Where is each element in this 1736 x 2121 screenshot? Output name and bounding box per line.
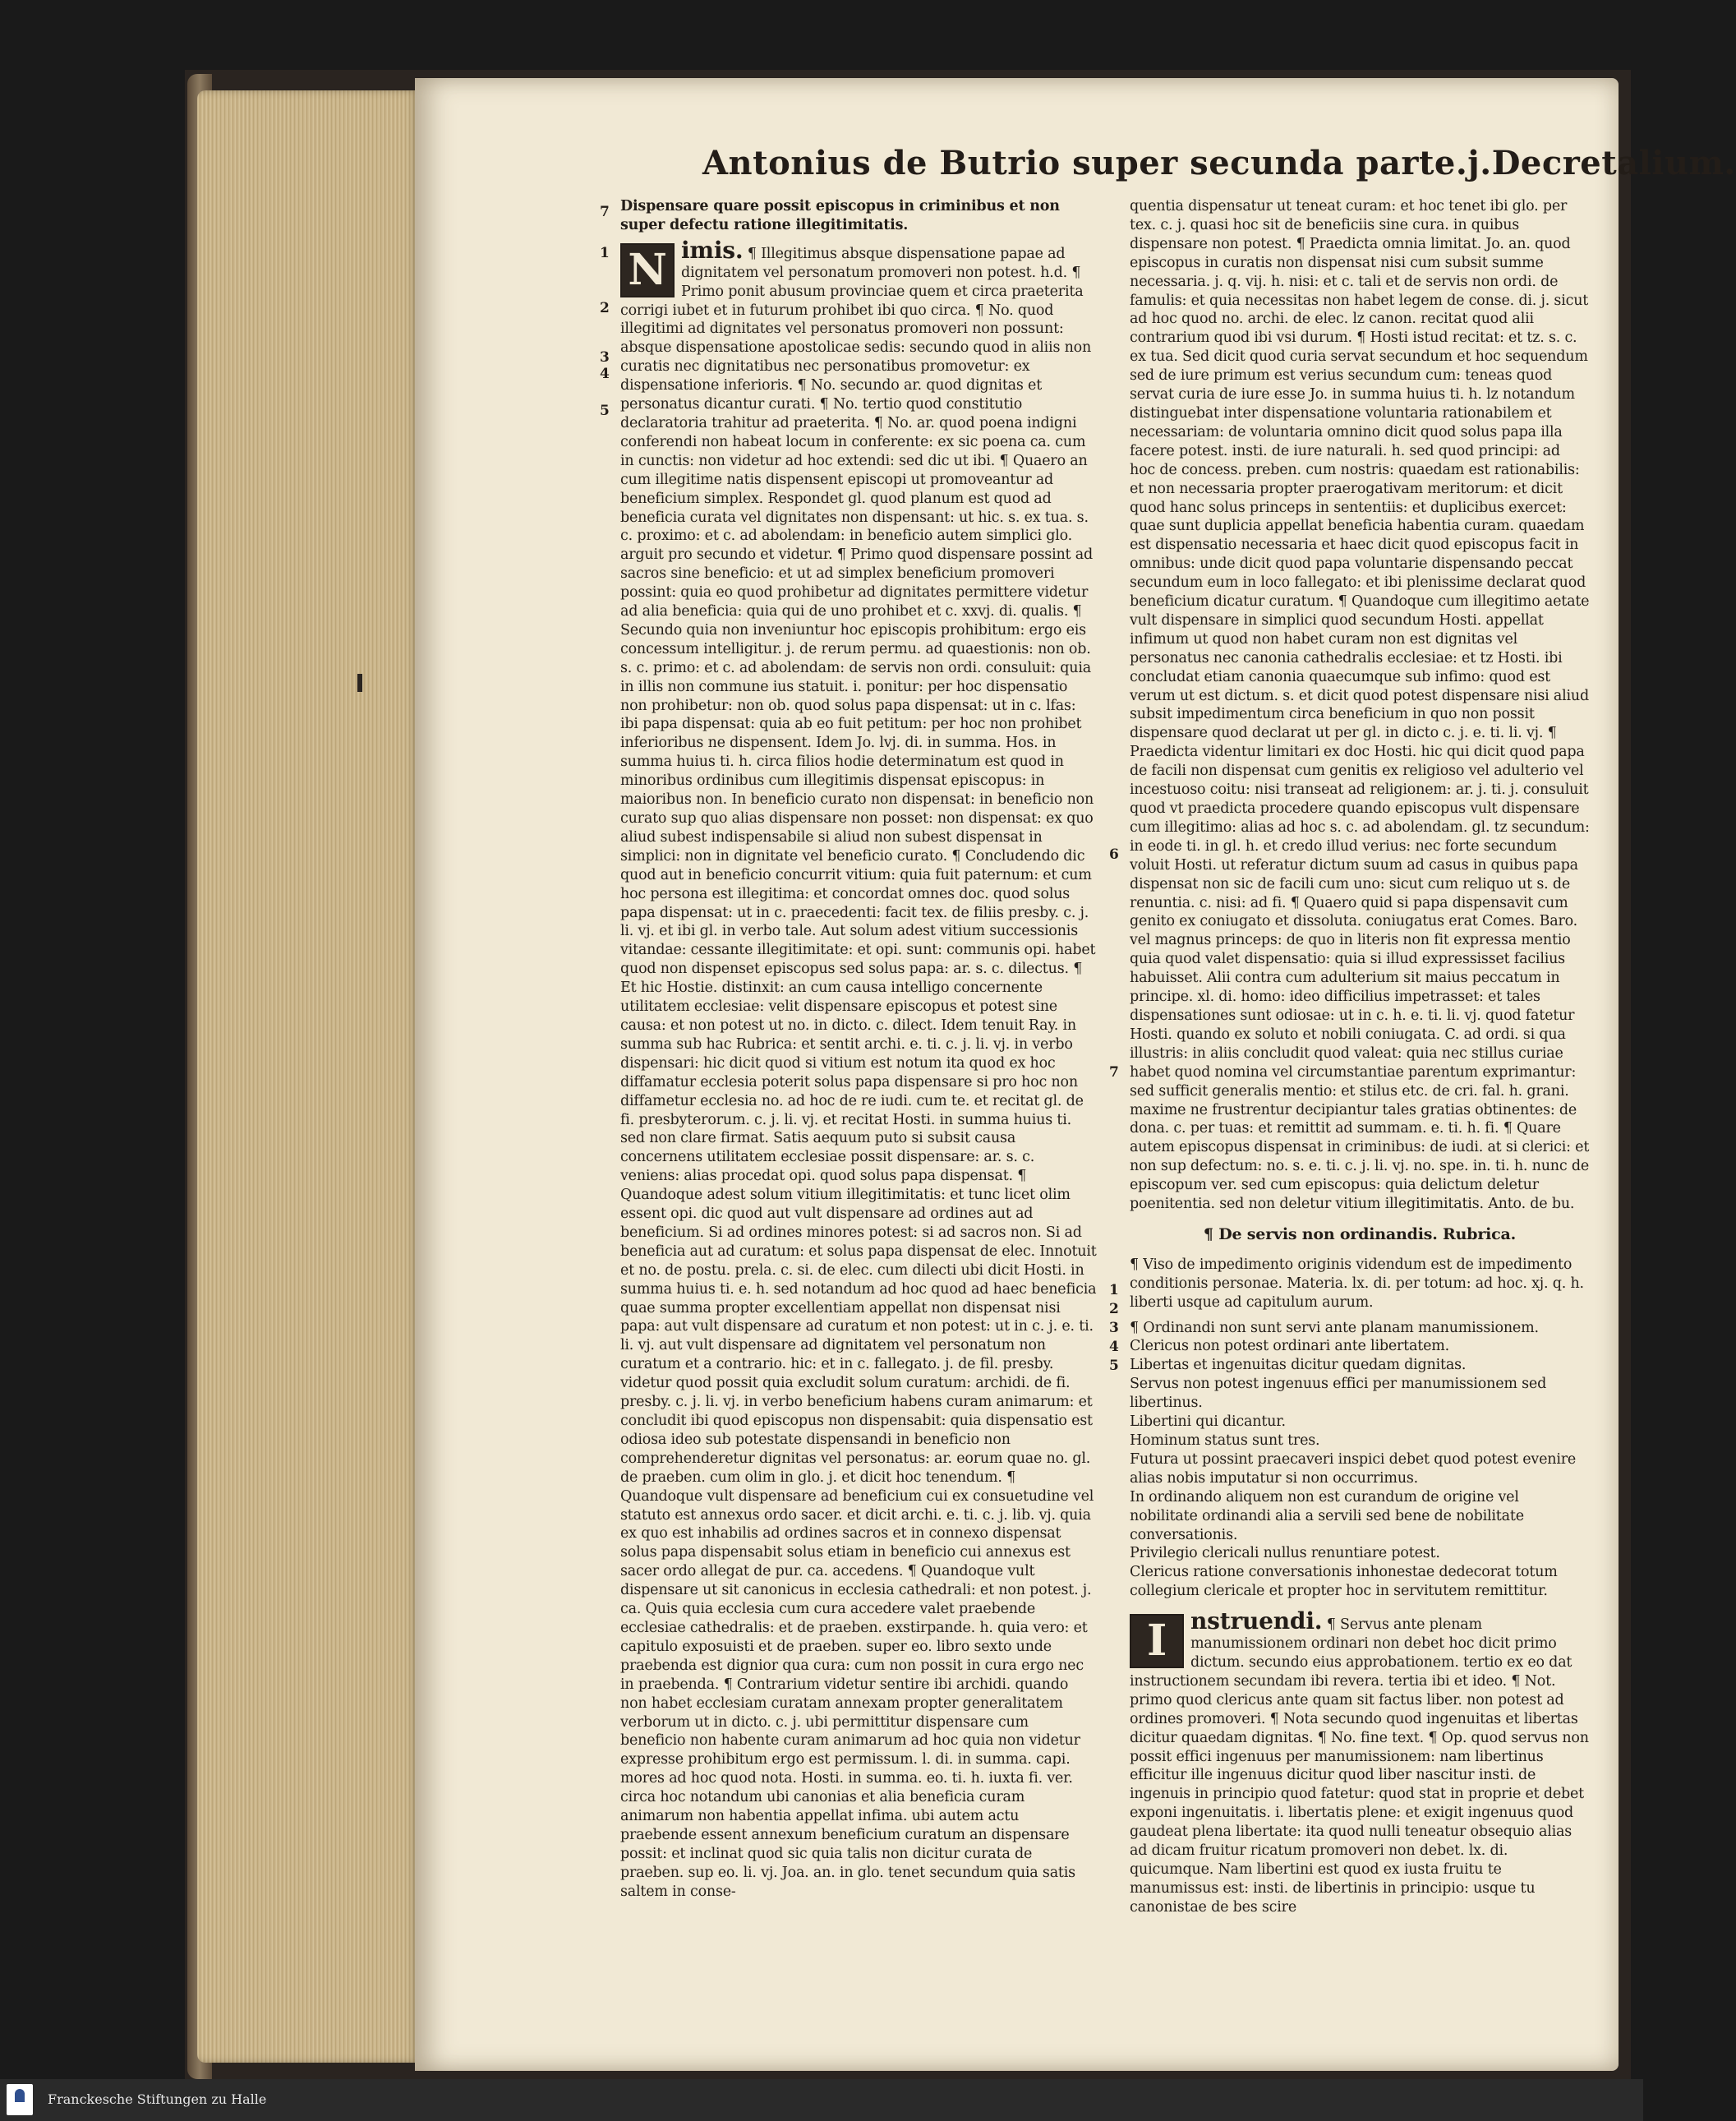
margin-number: 7 [600, 204, 610, 220]
summary-item: Libertini qui dicantur. [1130, 1413, 1286, 1431]
rubric-intro: ¶ Viso de impedimento originis videndum est de impedimento conditionis personae. Materia. lx. di. per totum: ad hoc. xj. q. h. liberti usque ad capitulum aurum. [1130, 1256, 1584, 1311]
running-head: Antonius de Butrio super secunda parte.j.Decretalium. [702, 144, 1736, 182]
book-page [415, 78, 1736, 2071]
margin-numbers-left [600, 197, 618, 2087]
summary-item: Privilegio clericali nullus renuntiare potest. [1130, 1545, 1440, 1562]
margin-number: 5 [1109, 1358, 1119, 1374]
summary-item: In ordinando aliquem non est curandum de origine vel nobilitate ordinandi alia a servili sed bene de nobilitate conversationis. [1130, 1488, 1524, 1543]
margin-number: 2 [1109, 1301, 1119, 1317]
drop-cap-i: I [1130, 1614, 1184, 1668]
summary-item: Servus non potest ingenuus effici per manumissionem sed libertinus. [1130, 1376, 1547, 1412]
rubric-title: ¶ De servis non ordinandis. Rubrica. [1203, 1224, 1517, 1243]
margin-number: 3 [600, 349, 610, 366]
institution-logo-icon [7, 2084, 33, 2115]
page-edges [197, 90, 419, 2063]
right-column [1130, 197, 1590, 1917]
margin-numbers-right [1109, 197, 1127, 2087]
summary-list [1130, 1319, 1590, 1602]
chapter-intro [620, 197, 1097, 235]
viewer-footer [0, 2079, 1643, 2121]
lemma: nstruendi. [1190, 1607, 1323, 1635]
commentary-text: ¶ Illegitimus absque dispensatione papae ad dignitatem vel personatum promoveri non potest. h.d. ¶ Primo ponit abusum provinciae quem et circa praeterita corrigi iubet et in futurum prohibet ibi quo circa. ¶ No. quod illegitimi ad dignitates vel personatus promoveri non possunt: absque dispensatione apostolicae sedis: secundo quod in aliis non curatis nec dignitatibus nec personatibus promovetur: ex dispensatione inferioris. ¶ No. secundo ar. quod dignitas et personatus dicantur curati. ¶ No. tertio quod constitutio declaratoria trahitur ad praeterita. ¶ No. ar. quod poena indigni conferendi non habeat locum in conferente: ex sic poena ca. cum in cunctis: non videtur ad hoc extendi: sed dic ut ibi. ¶ Quaero an cum illegitime natis dispensent episcopi ut promoveantur ad beneficium simplex. Respondet gl. quod planum est quod ad beneficia curata vel dignitates non dispensant: ut hic. s. ex tua. s. c. proximo: et c. ad abolendam: in beneficio autem simplici glo. arguit pro secundo et videtur. ¶ Primo quod dispensare possint ad sacros sine beneficio: et ut ad simplex beneficium promoveri possint: quia eo quod prohibetur ad dignitates permittere videtur ad alia beneficia: quia qui de uno prohibet et c. xxvj. di. qualis. ¶ Secundo quia non inveniuntur hoc episcopis prohibitum: ergo eis concessum intelligitur. j. de rerum permu. ad quaestionis: non ob. s. c. primo: et c. ad abolendam: de servis non ordi. consuluit: quia in illis non commune ius statuit. i. ponitur: per hoc dispensatio non prohibetur: non ob. quod solus papa dispensat: ut in c. lfas: ibi papa dispensat: quia ab eo fuit petitum: per hoc non prohibet inferioribus ne dispensent. Idem Jo. lvj. di. in summa. Hos. in summa huius ti. h. circa filios hodie determinatum est quod in minoribus ordinibus cum illegitimis dispensat episcopus: in maioribus non. In beneficio curato non dispensat: in beneficio non curato sup quo alias dispensare non posset: non dispensat: ex quo aliud subest indispensabile si aliud non subest dispensat in simplici: non in dignitate vel beneficio curato. ¶ Concludendo dic quod aut in beneficio concurrit vitium: quia fuit paternum: et cum hoc persona est illegitima: et concordat omnes doc. quod solus papa dispensat: ut in c. praecedenti: facit tex. de filiis presby. c. j. li. vj. et ibi gl. in verbo tale. Aut solum adest vitium successionis vitandae: cessante illegitimitate: et opi. sunt: communis opi. habet quod non dispenset episcopus sed solus papa: ar. s. c. dilectus. ¶ Et hic Hostie. distinxit: an cum causa intelligo concernente utilitatem ecclesiae: velit dispensare episcopus et potest sine causa: et non potest ut no. in dicto. c. dilect. Idem tenuit Ray. in summa sub hac Rubrica: et sentit archi. e. ti. c. j. li. vj. in verbo dispensari: hic dicit quod si vitium est notum ita quod ex hoc diffamatur ecclesia poterit solus papa dispensare si pro hoc non diffametur ecclesia no. ad hoc de re iudi. cum te. et recitat gl. de fi. presbyterorum. c. j. li. vj. et recitat Hosti. in summa huius ti. sed non clare firmat. Satis aequum puto si subsit causa concernens utilitatem ecclesiae possit dispensare: ar. s. c. veniens: alias procedat opi. quod solus papa dispensat. ¶ Quandoque adest solum vitium illegitimitatis: et tunc licet olim essent opi. dic quod aut vult dispensare ad ordines aut ad beneficium. Si ad ordines minores potest: si ad sacros non. Si ad beneficia aut ad curatum: et solus papa dispensat de elec. Innotuit et no. de postu. prela. c. si. de elec. cum dilecti ubi dicit Hosti. in summa huius ti. e. h. sed notandum ad hoc quod ad haec beneficia quae summa propter excellentiam appellat non dispensat nisi papa: aut vult dispensare ad curatum et non potest: ut in c. j. e. ti. li. vj. aut vult dispensare ad dignitatem vel personatum non curatum et a contrario. hic: et in c. fallegato. j. de fil. presby. videtur quod possit quia excludit solum curatum: archidi. de fi. presby. c. j. li. vj. in verbo beneficium habens curam animarum: et concludit ibi quod episcopus non dispensabit: quia dispensatio est odiosa ideo sub potestate dispensandi in beneficio non comprehenderetur dignitas vel personatus: ar. eorum quae no. gl. de praeben. cum olim in glo. j. et dicit hoc tenendum. ¶ Quandoque vult dispensare ad beneficium cui ex consuetudine vel statuto est annexus ordo sacer. et dicit archi. e. ti. c. j. lib. vj. quia ex quo est inhabilis ad ordines sacros et in connexo dispensat solus papa dispensabit solus etiam in beneficio cui annexus est sacer ordo allegat de pur. ca. accedens. ¶ Quandoque vult dispensare ut sit canonicus in ecclesia cathedrali: et non potest. j. ca. Quis quia ecclesia cum cura accedere valet praebende ecclesiae cathedralis: et de praeben. exstirpande. h. quia vero: et capitulo exposuisti et de praeben. super eo. libro sexto unde praebenda est dignior qua cura: cum non possit in cura ergo nec in praebenda. ¶ Contrarium videtur sentire ibi archidi. quando non habet ecclesiam curatam annexam propter generalitatem verborum ut in dicto. c. j. ubi permittitur dispensare cum beneficio non habente curam animarum ad hoc quia non videtur expresse prohibitum ergo est permissum. l. di. in summa. capi. mores ad hoc quod nota. Hosti. in summa. eo. ti. h. iuxta fi. ver. circa hoc notandum ubi canonias et alia beneficia curam animarum non habentia appellat infima. ubi autem actu praebende essent annexum beneficium curatum an dispensare possit: et inclinat quod sic quia talis non dicitur curata de praeben. sup eo. li. vj. Joa. an. in glo. tenet secundum quia satis saltem in conse- [620, 245, 1097, 1900]
summary-item: Libertas et ingenuitas dicitur quedam dignitas. [1130, 1357, 1467, 1374]
margin-number: 3 [1109, 1320, 1119, 1336]
summary-item: Hominum status sunt tres. [1130, 1432, 1320, 1449]
margin-number: 7 [1109, 1064, 1119, 1081]
summary-item: Futura ut possint praecaveri inspici debet quod potest evenire alias nobis imputatur si non occurrimus. [1130, 1450, 1577, 1487]
margin-number: 4 [1109, 1339, 1119, 1355]
institution-name: Franckesche Stiftungen zu Halle [48, 2091, 267, 2107]
commentary-continuation: quentia dispensatur ut teneat curam: et hoc tenet ibi glo. per tex. c. j. quasi hoc sit de beneficiis sine cura. in quibus dispensare non potest. ¶ Praedicta omnia limitat. Jo. an. quod episcopus in curatis non dispensat nisi cum subsit summe necessaria. j. q. vij. h. nisi: et c. tali et de servis non ordi. de famulis: et quia necessitas non habet legem de conse. di. j. sicut ad hoc quod no. archi. de elec. lz canon. recitat quod alii contrarium quod ibi vsi durum. ¶ Hosti istud recitat: et tz. s. c. ex tua. Sed dicit quod curia servat secundum et hoc sequendum sed de iure primum est verius secundum cum: teneas quod servat curia de iure esse Jo. in summa huius ti. h. lz notandum distinguebat inter dispensatione voluntaria rationabilem et necessariam: de voluntaria omnino dicit quod solus papa illa facere potest. insti. de iure naturali. h. sed quod principi: ad hoc de concess. preben. cum nostris: quaedam est rationabilis: et non necessaria propter praerogativam meritorum: et dicit quod hanc solus princeps in sententiis: et duplicibus exercet: quae sunt duplicia appellat beneficia habentia curam. quaedam est dispensatio necessaria et haec dicit quod episcopus facit in omnibus: unde dicit quod papa voluntarie dispensando peccat secundum eum in loco fallegato: et ibi plenissime declarat quod beneficium dicatur curatum. ¶ Quandoque cum illegitimo aetate vult dispensare in simplici quod secundum Hosti. appellat infimum ut quod non habet curam non est dignitas vel personatus nec canonia cathedralis ecclesiae: et tz Hosti. ibi concludat etiam canonia quaecumque sub infimo: quod est verum ut est dictum. s. et dicit quod potest dispensare nisi aliud subsit impedimentum circa beneficium in quo non possit dispensare quod declarat ut per gl. in dicto c. j. e. ti. li. vj. ¶ Praedicta videntur limitari ex doc Hosti. hic qui dicit quod papa de facili non dispensat cum genitis ex religioso vel adulterio vel incestuoso coitu: nisi transeat ad religionem: ar. j. ti. j. consuluit quod vt praedicta procedere quando episcopus vult dispensare cum illegitimo: alias ad hoc s. c. ad abolendam. gl. tz secundum: in eode ti. in gl. h. et credo illud verius: nec forte secundum voluit Hosti. ut referatur dictum suum ad casus in quibus papa dispensat non sic de facili cum uno: sicut cum reliquo ut s. de renuntia. c. nisi: ad fi. ¶ Quaero quid si papa dispensavit cum genito ex coniugato et dissoluta. coniugatus erat Comes. Baro. vel magnus princeps: de quo in literis non fit expressa mentio quia quod valet dispensatio: quia si illud expressisset facilius habuisset. Alii contra cum adulterium sit maius peccatum in principe. xl. di. homo: ideo difficilius impetrasset: et tales dispensationes sunt odiosae: ut in c. h. e. ti. li. vj. quod fatetur Hosti. quando ex soluto et nobili coniugata. C. ad ordi. si qua illustris: in aliis concludit quod valeat: quia nec stillus curiae habet quod nomina vel circumstantiae parentum exprimantur: sed sufficit generalis mentio: et stilus etc. de cri. fal. h. grani. maxime ne frustrentur decipiantur tales gratias obtinentes: de dona. c. per tuas: et remittit ad summam. e. ti. h. fi. ¶ Quare autem episcopus dispensat in criminibus: de iudi. at si clerici: et non sup defectum: no. s. e. ti. c. j. li. vj. no. spe. in. ti. h. nunc de episcopum ver. sed cum episcopus: quia delictum deletur poenitentia. sed non deletur vitium illegitimitatis. Anto. de bu. [1130, 198, 1590, 1213]
margin-number: 1 [600, 245, 610, 261]
margin-number: 1 [1109, 1282, 1119, 1298]
margin-number: 6 [1109, 846, 1119, 863]
margin-number: 2 [600, 300, 610, 316]
summary-item: ¶ Ordinandi non sunt servi ante planam manumissionem. [1130, 1319, 1539, 1336]
lemma: imis. [681, 236, 744, 264]
summary-item: Clericus ratione conversationis inhonestae dedecorat totum collegium clericale et propter hoc in servitutem remittitur. [1130, 1564, 1558, 1600]
page-mark [357, 674, 362, 692]
margin-number: 4 [600, 366, 610, 382]
summary-item: Clericus non potest ordinari ante libertatem. [1130, 1338, 1449, 1355]
commentary-text: ¶ Servus ante plenam manumissionem ordinari non debet hoc dicit primo dictum. secundo eius approbationem. tertio ex eo dat instructionem secundam ibi revera. tertia ibi et ideo. ¶ Not. primo quod clericus ante quam sit factus liber. non potest ad ordines promoveri. ¶ Nota secundo quod ingenuitas et libertas dicitur quaedam dignitas. ¶ No. fine text. ¶ Op. quod servus non possit effici ingenuus per manumissionem: nam libertinus efficitur ille ingenuus dicitur quod liber nascitur insti. de ingenuis in principio quod fatetur: quod stat in proprie et debet exponi ingenuitatis. i. libertatis plene: et exigit ingenuus quod gaudeat plena libertate: ita quod nulli teneatur obsequio alias ad dicam fruitur ricatum promoveri non debet. lx. di. quicumque. Nam libertini est quod ex iusta fruitu te manumissus est: insti. de libertinis in principio: usque tu canonistae de bes scire [1130, 1616, 1589, 1916]
chapter-intro-text: Dispensare quare possit episcopus in criminibus et non super defectu ratione illegitimitatis. [620, 198, 1060, 233]
drop-cap-n: N [620, 243, 675, 297]
left-column [620, 197, 1097, 1902]
margin-number: 5 [600, 403, 610, 419]
